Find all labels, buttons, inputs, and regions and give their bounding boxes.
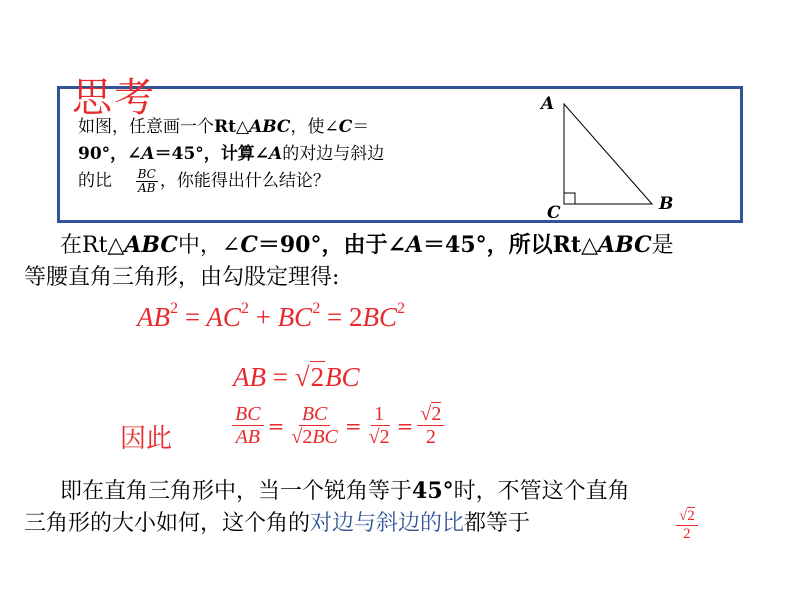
think-question — [78, 114, 478, 195]
conclusion-fraction: $\frac{√2}{2}$ — [676, 508, 698, 542]
think-line-3: 的比 $\frac{BC}{AB}$ ，你能得出什么结论？ — [78, 167, 330, 195]
pythagorean-equation: $AB^2 = AC^2 + BC^2 = 2BC^2$ — [137, 299, 406, 332]
explanation-line-1: 在Rt△ABC中，∠C＝90°，由于∠A＝45°，所以Rt△ABC是 — [60, 232, 674, 258]
ab-equals-root2-bc: AB = √2BC — [233, 362, 360, 392]
vertex-label-a: A — [541, 94, 555, 114]
vertex-label-c: C — [547, 203, 561, 223]
ratio-fraction: $\frac{BC}{AB}$ — [137, 167, 156, 195]
ratio-root2-over-2: $\frac{√2}{2}$ — [417, 403, 444, 448]
think-line-2: 90°，∠A＝45°，计算∠A的对边与斜边 — [78, 144, 385, 164]
explanation-paragraph — [24, 229, 780, 294]
therefore-label: 因此 — [120, 424, 173, 454]
ratio-chain: $\frac{BC}{AB}$ = $\frac{BC}{√2BC}$ = $\frac{1}{√2}$ = $\frac{√2}{2}$ — [232, 403, 444, 448]
triangle-shape — [564, 104, 652, 204]
conclusion-paragraph — [24, 475, 780, 540]
vertex-label-b: B — [659, 194, 674, 214]
ratio-bc-ab: $\frac{BC}{AB}$ — [232, 403, 264, 448]
conclusion-line-2: 三角形的大小如何，这个角的对边与斜边的比都等于 — [24, 511, 531, 536]
ratio-bc-root2bc: $\frac{BC}{√2BC}$ — [291, 403, 338, 448]
think-line-1: 如图，任意画一个Rt△ABC，使∠C＝ — [78, 117, 370, 137]
think-title: 思考 — [72, 75, 156, 121]
right-angle-mark — [564, 193, 575, 204]
ratio-1-root2: $\frac{1}{√2}$ — [368, 403, 390, 448]
highlight-ratio-text: 对边与斜边的比 — [310, 511, 465, 536]
conclusion-line-1: 即在直角三角形中，当一个锐角等于45°时，不管这个直角 — [60, 478, 630, 504]
explanation-line-2: 等腰直角三角形，由勾股定理得: — [24, 265, 340, 290]
